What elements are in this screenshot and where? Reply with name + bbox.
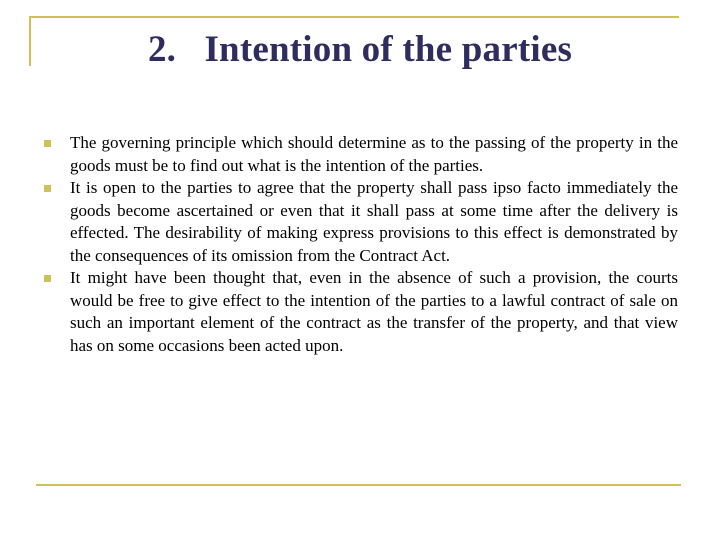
slide-title: 2. Intention of the parties (147, 29, 573, 70)
bottom-divider-line (36, 484, 681, 486)
bullet-text: It might have been thought that, even in the absence of such a provision, the courts would be free to give effect to the intention of the parties to a lawful contract of sale on such an important element of the contract as the transfer of the property, and that view has on some occasions been acted upon. (70, 268, 678, 355)
bullet-item (42, 177, 678, 267)
square-bullet-icon (44, 275, 51, 282)
bullet-text: It is open to the parties to agree that the property shall pass ipso facto immediately the goods become ascertained or even that it shall pass at some time after the delivery is effected. The desirability of making express provisions to this effect is demonstrated by the consequences of its omission from the Contract Act. (70, 178, 678, 265)
title-frame-top-line (29, 16, 679, 18)
bullet-text: The governing principle which should determine as to the passing of the property in the goods must be to find out what is the intention of the parties. (70, 133, 678, 175)
square-bullet-icon (44, 185, 51, 192)
bullet-item (42, 132, 678, 177)
bullet-item (42, 267, 678, 357)
bullet-list (42, 132, 678, 357)
square-bullet-icon (44, 140, 51, 147)
